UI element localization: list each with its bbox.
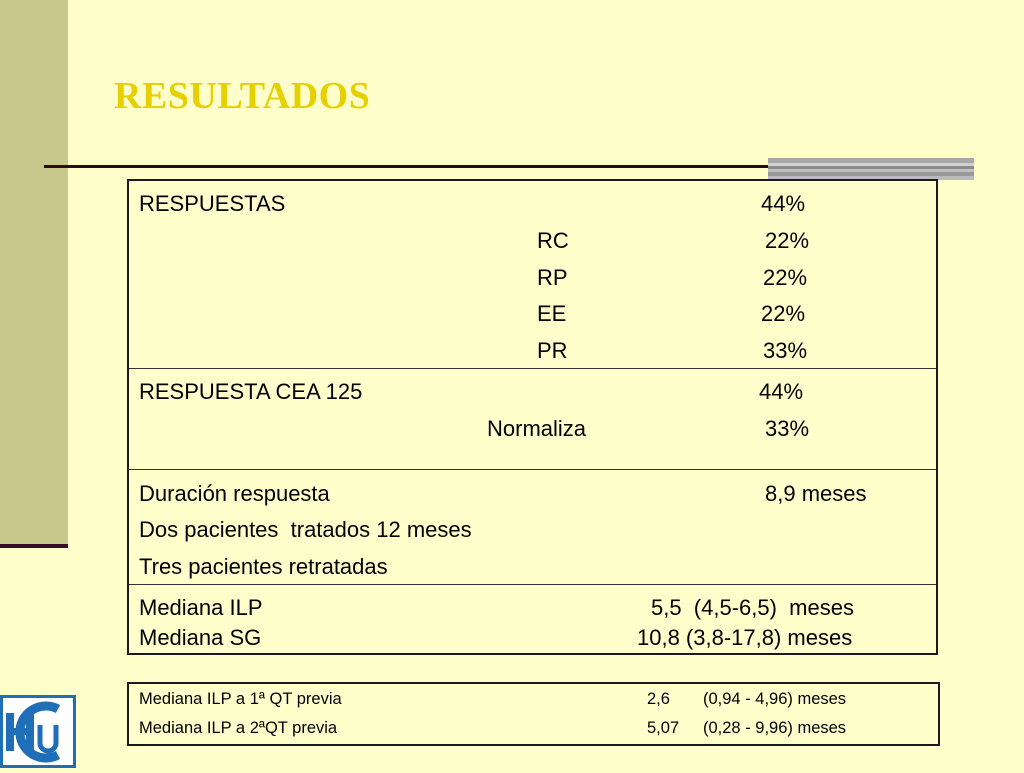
hcu-logo-icon bbox=[0, 695, 76, 768]
decorative-striped-block bbox=[768, 158, 974, 180]
previa-table bbox=[127, 682, 940, 746]
duracion-line2: Dos pacientes tratados 12 meses bbox=[139, 517, 472, 542]
previa-2-label: Mediana ILP a 2ªQT previa bbox=[139, 719, 338, 737]
mediana-ilp-label: Mediana ILP bbox=[139, 595, 263, 620]
sidebar-bottom-line bbox=[0, 544, 68, 548]
ee-value: 22% bbox=[761, 301, 806, 326]
duracion-value: 8,9 meses bbox=[765, 481, 867, 506]
rp-label: RP bbox=[537, 265, 568, 290]
divider bbox=[129, 368, 936, 369]
duracion-line3: Tres pacientes retratadas bbox=[139, 554, 388, 579]
cea-label: RESPUESTA CEA 125 bbox=[139, 379, 363, 404]
ee-label: EE bbox=[537, 301, 567, 326]
mediana-sg-value: 10,8 (3,8-17,8) meses bbox=[637, 625, 853, 650]
rc-value: 22% bbox=[765, 228, 810, 253]
previa-2-value: 5,07 bbox=[647, 719, 680, 737]
normaliza-value: 33% bbox=[765, 416, 810, 441]
sidebar-bar bbox=[0, 0, 68, 545]
normaliza-label: Normaliza bbox=[487, 416, 587, 441]
title-rule bbox=[44, 165, 770, 168]
page-title: RESULTADOS bbox=[114, 75, 371, 117]
pr-label: PR bbox=[537, 338, 568, 363]
mediana-ilp-value: 5,5 (4,5-6,5) meses bbox=[651, 595, 854, 620]
respuestas-label: RESPUESTAS bbox=[139, 191, 286, 216]
previa-1-value: 2,6 bbox=[647, 690, 670, 708]
duracion-label: Duración respuesta bbox=[139, 481, 330, 506]
previa-1-range: (0,94 - 4,96) meses bbox=[703, 690, 847, 708]
respuestas-value: 44% bbox=[761, 191, 806, 216]
previa-2-range: (0,28 - 9,96) meses bbox=[703, 719, 847, 737]
rp-value: 22% bbox=[763, 265, 808, 290]
results-table bbox=[127, 179, 938, 655]
mediana-sg-label: Mediana SG bbox=[139, 625, 262, 650]
cea-value: 44% bbox=[759, 379, 804, 404]
previa-1-label: Mediana ILP a 1ª QT previa bbox=[139, 690, 342, 708]
divider bbox=[129, 469, 936, 470]
divider bbox=[129, 584, 936, 585]
pr-value: 33% bbox=[763, 338, 808, 363]
rc-label: RC bbox=[537, 228, 569, 253]
